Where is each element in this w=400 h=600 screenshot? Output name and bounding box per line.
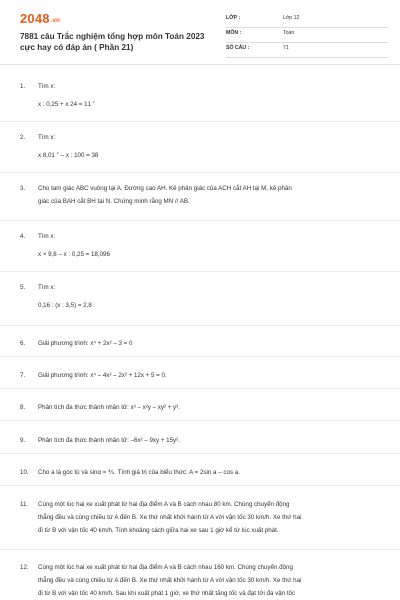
meta-row-count (226, 43, 388, 58)
question-number: 8. (20, 404, 26, 411)
question-number: 4. (20, 233, 26, 240)
question-body (38, 434, 386, 447)
meta-value: Toán (283, 30, 295, 36)
question-number: 11. (20, 501, 29, 508)
question-text: Tìm x: (38, 83, 56, 90)
question-number: 6. (20, 340, 26, 347)
meta-label: SỐ CÂU : (226, 45, 250, 51)
question-body (38, 182, 386, 208)
question-text: Tìm x: (38, 233, 56, 240)
question-divider (0, 172, 400, 173)
meta-label: MÔN : (226, 30, 242, 36)
question-divider (0, 325, 400, 326)
question-expression: 0,16 : (x : 3,5) = 2,8 (38, 302, 92, 309)
question-text: Phân tích đa thức thành nhân tử: x³ – x²y – xy² + y³. (38, 404, 180, 411)
meta-divider (226, 57, 388, 58)
question-body (38, 466, 386, 479)
question-divider (0, 420, 400, 421)
question-body (38, 498, 386, 537)
question-text: Tìm x: (38, 134, 56, 141)
question-divider (0, 388, 400, 389)
question-expression: x : 0,25 + x ׳ 11 = 24 (38, 101, 96, 108)
question-text: Phân tích đa thức thành nhân tử: –6x² – 9xy + 15y². (38, 437, 180, 444)
question-divider (0, 549, 400, 550)
question-body (38, 80, 386, 111)
question-body (38, 337, 386, 350)
question-text: thẳng đều và cùng chiều từ A đến B. Xe thứ nhất khởi hành từ A với vận tốc 30 km/h. Xe thứ hai (38, 514, 302, 521)
site-logo[interactable] (20, 11, 60, 26)
meta-row-subject (226, 28, 388, 43)
question-text: Giải phương trình: x⁴ – 4x³ – 2x² + 12x + 5 = 0. (38, 372, 167, 379)
question-text: đi từ B với vận tốc 40 km/h. Sau khi xuất phát 1 giờ, xe thứ nhất tăng tốc và đạt tới đa vận tốc (38, 590, 296, 597)
question-divider (0, 485, 400, 486)
question-text: Cho a là góc tù và sinα = ⅘. Tính giá trị của biểu thức: A = 2sin a – cos a. (38, 469, 240, 476)
question-expression: x ׳ 8,01 – x : 100 = 38 (38, 152, 99, 159)
question-number: 1. (20, 83, 26, 90)
question-divider (0, 220, 400, 221)
question-text: Cùng một lúc hai xe xuất phát từ hai địa điểm A và B cách nhau 80 km. Chúng chuyển động (38, 501, 290, 508)
question-divider (0, 121, 400, 122)
question-body (38, 369, 386, 382)
document-meta (226, 13, 388, 58)
question-number: 7. (20, 372, 26, 379)
question-body (38, 230, 386, 261)
question-text: đi từ B với vận tốc 40 km/h. Tính khoảng cách giữa hai xe sau 1 giờ kể từ lúc xuất phát. (38, 527, 279, 534)
question-divider (0, 271, 400, 272)
logo-tld: .vn (50, 18, 61, 24)
question-body (38, 281, 386, 312)
question-text: Cùng một lúc hai xe xuất phát từ hai địa điểm A và B cách nhau 160 km. Chúng chuyển động (38, 564, 293, 571)
question-number: 3. (20, 185, 26, 192)
meta-label: LỚP : (226, 15, 241, 21)
question-text: Giải phương trình: x⁴ + 2x² – 3 = 0 (38, 340, 133, 347)
page-header (0, 0, 400, 65)
meta-value: 71 (283, 45, 289, 51)
question-number: 2. (20, 134, 26, 141)
question-divider (0, 453, 400, 454)
page-title: 7881 câu Trắc nghiệm tổng hợp môn Toán 2023 cực hay có đáp án ( Phần 21) (20, 32, 205, 52)
question-text: Tìm x: (38, 284, 56, 291)
question-text: Cho tam giác ABC vuông tại A. Đường cao AH. Kẻ phân giác của ACH cắt AH tại M, kẻ phân (38, 185, 292, 192)
meta-row-grade (226, 13, 388, 28)
logo-text[interactable]: 2048 (20, 11, 50, 26)
meta-value: Lớp 12 (283, 15, 300, 21)
question-text: thẳng đều và cùng chiều từ A đến B. Xe thứ nhất khởi hành từ A với vận tốc 30 km/h. Xe thứ hai (38, 577, 302, 584)
question-number: 12. (20, 564, 29, 571)
question-body (38, 561, 386, 600)
question-number: 9. (20, 437, 26, 444)
question-expression: x × 9,8 – x : 0,25 = 18,096 (38, 251, 110, 258)
question-number: 5. (20, 284, 26, 291)
question-body (38, 401, 386, 414)
question-text: giác của BAH cắt BH tại N. Chứng minh rằng MN // AB. (38, 198, 190, 205)
question-divider (0, 356, 400, 357)
question-number: 10. (20, 469, 29, 476)
question-body (38, 131, 386, 162)
